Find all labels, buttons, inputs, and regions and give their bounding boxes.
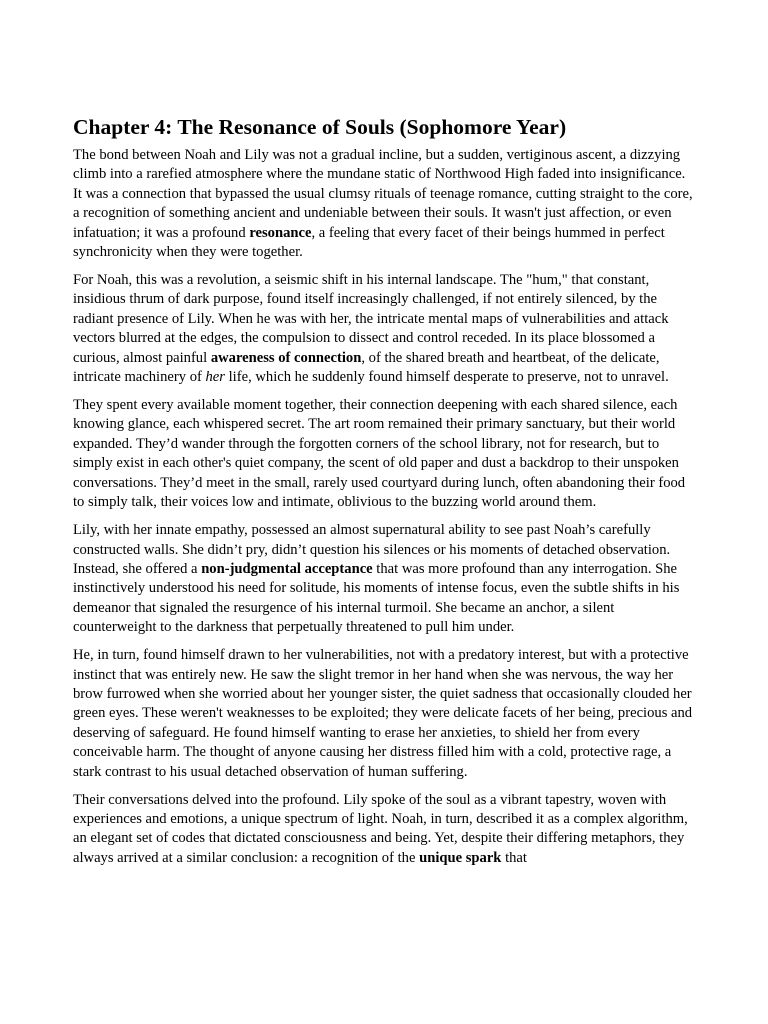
text-segment: that was more profound than any interrogation. She instinctively understood his need for solitude, his moments of intense focus, even the subtle shifts in his demeanor that signaled the resurgence of his internal turmoil. She became an anchor, a silent counterweight to the darkness that perpetually threatened to pull him under.	[73, 560, 680, 636]
text-segment: , of the shared breath and heartbeat, of the delicate, intricate machinery of	[73, 349, 660, 386]
text-segment: For Noah, this was a revolution, a seismic shift in his internal landscape. The "hum," that constant, insidious thrum of dark purpose, found itself increasingly challenged, if not entirely silenced, by the radiant presence of Lily. When he was with her, the intricate mental maps of vulnerabilities and attack vectors blurred at the edges, the compulsion to dissect and control receded. In its place blossomed a curious, almost painful	[73, 272, 669, 366]
emphasis-her: her	[205, 369, 225, 386]
emphasis-awareness-of-connection: awareness of connection	[210, 349, 362, 366]
emphasis-unique-spark: unique spark	[419, 849, 502, 866]
paragraph-4	[73, 521, 695, 637]
text-segment: Their conversations delved into the profound. Lily spoke of the soul as a vibrant tapestry, woven with experiences and emotions, a unique spectrum of light. Noah, in turn, described it as a complex algorithm, an elegant set of codes that dictated consciousness and being. Yet, despite their differing metaphors, they always arrived at a similar conclusion: a recognition of the	[73, 791, 688, 866]
paragraph-6	[73, 791, 695, 869]
text-segment: The bond between Noah and Lily was not a gradual incline, but a sudden, vertiginous ascent, a dizzying climb into a rarefied atmosphere where the mundane static of Northwood High faded into insignificance. It was a connection that bypassed the usual clumsy rituals of teenage romance, cutting straight to the core, a recognition of something ancient and undeniable between their souls. It wasn't just affection, or even infatuation; it was a profound	[73, 147, 693, 241]
paragraph-5	[73, 646, 695, 782]
paragraph-3	[73, 396, 695, 512]
text-segment: life, which he suddenly found himself desperate to preserve, not to unravel.	[224, 369, 669, 386]
text-segment: , a feeling that every facet of their beings hummed in perfect synchronicity when they were together.	[73, 224, 665, 261]
document-page	[73, 114, 695, 877]
text-segment: Lily, with her innate empathy, possessed an almost supernatural ability to see past Noah’s carefully constructed walls. She didn’t pry, didn’t question his silences or his moments of detached observation. Instead, she offered a	[73, 522, 671, 577]
emphasis-non-judgmental-acceptance: non-judgmental acceptance	[201, 560, 373, 577]
text-segment: He, in turn, found himself drawn to her vulnerabilities, not with a predatory interest, but with a protective instinct that was entirely new. He saw the slight tremor in her hand when she was nervous, the way her brow furrowed when she worried about her younger sister, the quiet sadness that occasionally clouded her green eyes. These weren't weaknesses to be exploited; they were delicate facets of her being, precious and deserving of safeguard. He found himself wanting to erase her anxieties, to shield her from every conceivable harm. The thought of anyone causing her distress filled him with a cold, protective rage, a stark contrast to his usual detached observation of human suffering.	[73, 647, 693, 780]
paragraph-2	[73, 271, 695, 387]
text-segment: They spent every available moment together, their connection deepening with each shared silence, each knowing glance, each whispered secret. The art room remained their primary sanctuary, but their world expanded. They’d wander through the forgotten corners of the school library, not for research, but to simply exist in each other's quiet company, the scent of old paper and dust a backdrop to their unspoken conversations. They’d meet in the small, rarely used courtyard during lunch, often abandoning their food to simply talk, their voices low and intimate, oblivious to the buzzing world around them.	[73, 397, 686, 511]
paragraph-1	[73, 146, 695, 262]
chapter-title: Chapter 4: The Resonance of Souls (Sophomore Year)	[73, 115, 567, 139]
text-segment: that	[501, 849, 527, 866]
emphasis-resonance: resonance	[249, 224, 312, 241]
